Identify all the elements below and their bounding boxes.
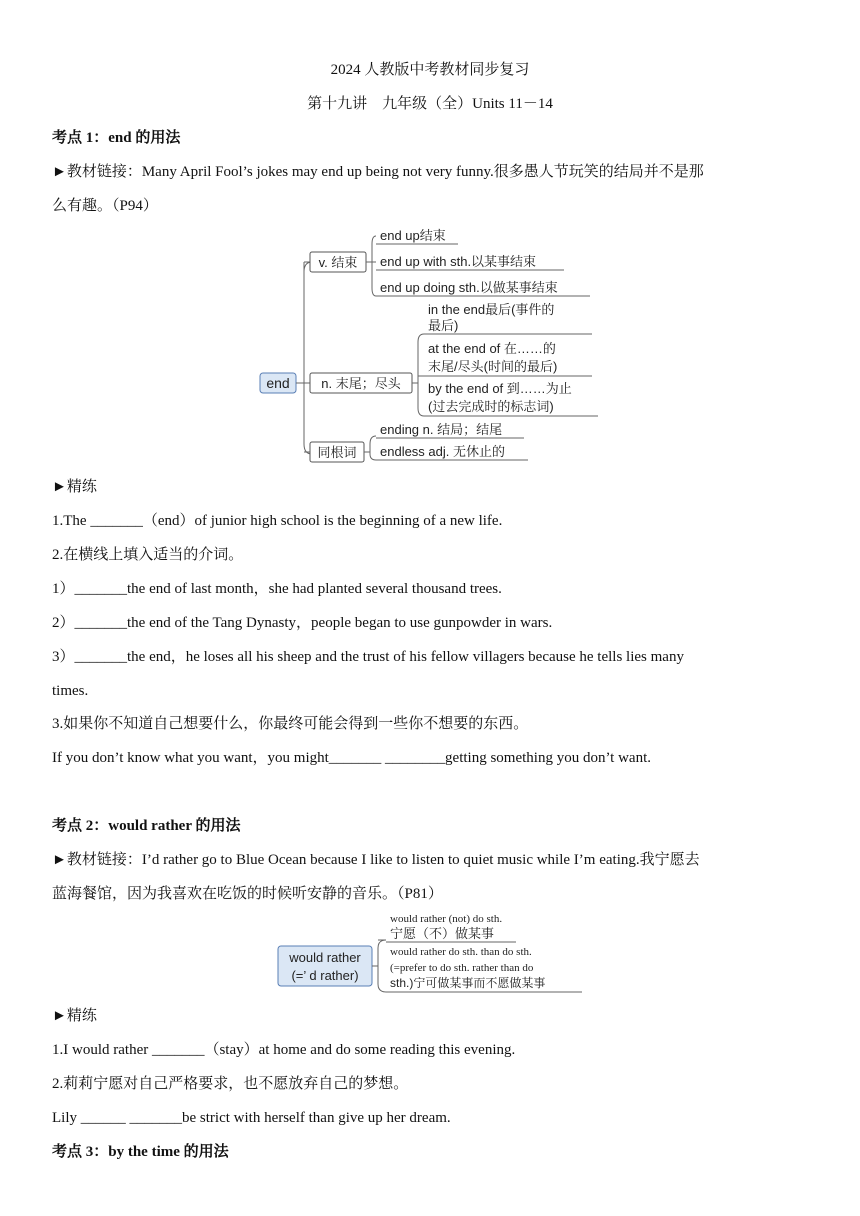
s2-textbook-link-line1: ►教材链接：I’d rather go to Blue Ocean because I like to listen to quiet music while I’m eating.我宁愿去 [52, 852, 700, 868]
mm-branch-cognate: 同根词 [317, 445, 357, 460]
mm-noun-item-2a: at the end of 在……的 [428, 341, 556, 356]
mm-noun-item-2b: 末尾/尽头(时间的最后) [428, 359, 558, 374]
mm-would-rather-item-1b: 宁愿（不）做某事 [390, 926, 495, 941]
s2-practice-label: ►精练 [52, 1008, 97, 1024]
section-1-heading: 考点 1：end 的用法 [52, 130, 181, 146]
section-2-heading: 考点 2：would rather 的用法 [52, 818, 241, 834]
end-mindmap [258, 222, 603, 466]
mm-branch-noun: n. 末尾；尽头 [321, 376, 401, 391]
mm-end-root: end [266, 375, 290, 391]
s1-question-2-1: 1）_______the end of last month，she had planted several thousand trees. [52, 581, 502, 597]
s1-textbook-link-line2: 么有趣。（P94） [52, 198, 158, 214]
s1-question-2: 2.在横线上填入适当的介词。 [52, 547, 244, 563]
s1-textbook-link-line1: ►教材链接：Many April Fool’s jokes may end up being not very funny.很多愚人节玩笑的结局并不是那 [52, 164, 704, 180]
s1-question-2-3-line1: 3）_______the end，he loses all his sheep and the trust of his fellow villagers because he tells lies many [52, 649, 684, 665]
s2-question-2: 2.莉莉宁愿对自己严格要求，也不愿放弃自己的梦想。 [52, 1076, 409, 1092]
doc-subtitle: 第十九讲 九年级（全）Units 11－14 [307, 96, 553, 112]
mm-would-rather-root-2: (=’ d rather) [291, 968, 359, 983]
s2-question-2-english: Lily ______ _______be strict with herself than give up her dream. [52, 1110, 451, 1126]
mm-would-rather-item-2b: (=prefer to do sth. rather than do [390, 962, 534, 974]
mm-noun-item-3a: by the end of 到……为止 [428, 381, 572, 396]
section-3-heading: 考点 3：by the time 的用法 [52, 1144, 229, 1160]
mm-noun-item-3b: (过去完成时的标志词) [428, 399, 554, 414]
s1-practice-label: ►精练 [52, 479, 97, 495]
mm-branch-verb: v. 结束 [318, 255, 358, 270]
mm-would-rather-root-1: would rather [289, 950, 361, 965]
s1-question-2-3-line2: times. [52, 683, 89, 699]
mm-noun-item-1a: in the end最后(事件的 [428, 302, 555, 317]
s1-question-3-english: If you don’t know what you want，you might_______ ________getting something you don’t want. [52, 750, 651, 766]
s1-question-3: 3.如果你不知道自己想要什么，你最终可能会得到一些你不想要的东西。 [52, 716, 529, 732]
s1-question-1: 1.The _______（end）of junior high school is the beginning of a new life. [52, 513, 503, 529]
mm-cognate-item-2: endless adj. 无休止的 [380, 444, 505, 459]
mm-would-rather-item-1a: would rather (not) do sth. [390, 913, 503, 925]
would-rather-mindmap [276, 910, 586, 994]
mm-verb-item-2: end up with sth.以某事结束 [380, 254, 537, 269]
mm-verb-item-3: end up doing sth.以做某事结束 [380, 280, 558, 295]
doc-title: 2024 人教版中考教材同步复习 [330, 62, 530, 78]
mm-would-rather-item-2c: sth.)宁可做某事而不愿做某事 [390, 976, 546, 990]
s2-question-1: 1.I would rather _______（stay）at home and do some reading this evening. [52, 1042, 516, 1058]
s1-question-2-2: 2）_______the end of the Tang Dynasty，people began to use gunpowder in wars. [52, 615, 553, 631]
mm-cognate-item-1: ending n. 结局；结尾 [380, 422, 503, 437]
mm-noun-item-1b: 最后) [428, 318, 459, 333]
mm-verb-item-1: end up结束 [380, 228, 446, 243]
mm-would-rather-item-2a: would rather do sth. than do sth. [390, 946, 532, 958]
s2-textbook-link-line2: 蓝海餐馆，因为我喜欢在吃饭的时候听安静的音乐。（P81） [52, 886, 443, 902]
